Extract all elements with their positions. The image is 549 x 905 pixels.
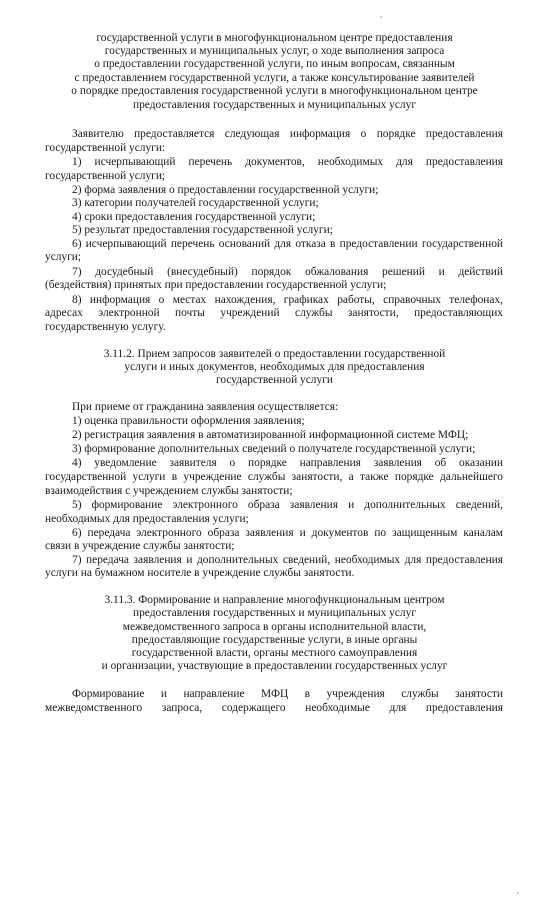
scan-speck [517,892,519,894]
paragraph-line: услуги; [45,251,82,263]
scan-speck [380,16,382,18]
list-item: 2) форма заявления о предоставлении государственной услуги; [72,184,379,196]
list-item: 7) передача заявления и дополнительных сведений, необходимых для предоставления [72,554,503,566]
list-item: 6) исчерпывающий перечень оснований для отказа в предоставлении государственной [72,238,503,250]
list-item: 7) досудебный (внесудебный) порядок обжалования решений и действий [72,266,503,278]
section-heading: 3.11.2. Прием запросов заявителей о предоставлении государственной [103,348,446,360]
header-line: государственной услуги в многофункциональном центре предоставления [96,32,453,44]
list-item: 3) категории получателей государственной услуги; [72,197,319,209]
header-line: о предоставлении государственной услуги, по иным вопросам, связанным [94,58,455,70]
list-item: 5) формирование электронного образа заявления и дополнительных сведений, [72,499,503,511]
section-heading: предоставляющие государственные услуги, в иные органы [131,634,418,646]
paragraph-line: адресах электронной почты учреждений службы занятости, предоставляющих [45,307,503,319]
header-line: с предоставлением государственной услуги, а также консультирование заявителей [74,72,475,84]
section-heading: государственной услуги [216,374,333,386]
list-item: 6) передача электронного образа заявления и документов по защищенным каналам [72,527,503,539]
list-item: 1) оценка правильности оформления заявления; [72,415,305,427]
header-line: предоставления государственных и муниципальных услуг [133,99,416,111]
list-item: 1) исчерпывающий перечень документов, необходимых для предоставления [72,156,503,168]
list-item: 2) регистрация заявления в автоматизированной информационной системе МФЦ; [72,429,469,441]
paragraph-line: межведомственного запроса, содержащего необходимые для предоставления [45,702,503,714]
paragraph-line: Формирование и направление МФЦ в учреждения службы занятости [72,688,503,700]
paragraph-line: государственной услуги; [45,170,166,182]
section-heading: и организации, участвующие в предоставлении государственных услуг [101,660,448,672]
list-item: 4) уведомление заявителя о порядке направления заявления об оказании [72,457,503,469]
list-item: 4) сроки предоставления государственной услуги; [72,211,316,223]
paragraph-line: государственной услуги в учреждение службы занятости, а также порядке дальнейшего [45,471,503,483]
paragraph-line: При приеме от гражданина заявления осуществляется: [72,401,339,413]
paragraph-line: необходимых для предоставления услуги; [45,513,249,525]
paragraph-line: (бездействия) принятых при предоставлении государственной услуги; [45,279,387,291]
list-item: 5) результат предоставления государственной услуги; [72,224,333,236]
section-heading: предоставления государственных и муниципальных услуг [133,607,416,619]
header-line: о порядке предоставления государственной услуги в многофункциональном центре [71,85,478,97]
list-item: 8) информация о местах нахождения, графиках работы, справочных телефонах, [72,294,503,306]
paragraph-line: связи в учреждение службы занятости; [45,540,235,552]
list-item: 3) формирование дополнительных сведений о получателе государственной услуги; [72,443,476,455]
paragraph-line: услуги на бумажном носителе в учреждение службы занятости. [45,567,355,579]
header-line: государственных и муниципальных услуг, о ходе выполнения запроса [104,45,445,57]
section-heading: межведомственного запроса в органы исполнительной власти, [122,621,427,633]
paragraph-line: взаимодействия с учреждением службы занятости; [45,485,293,497]
paragraph-line: государственной услуги: [45,142,166,154]
paragraph-line: государственную услугу. [45,321,166,333]
section-heading: услуги и иных документов, необходимых для предоставления [124,361,425,373]
section-heading: государственной власти, органы местного самоуправления [131,647,418,659]
paragraph-line: Заявителю предоставляется следующая информация о порядке предоставления [72,128,503,140]
section-heading: 3.11.3. Формирование и направление многофункциональным центром [104,594,445,606]
